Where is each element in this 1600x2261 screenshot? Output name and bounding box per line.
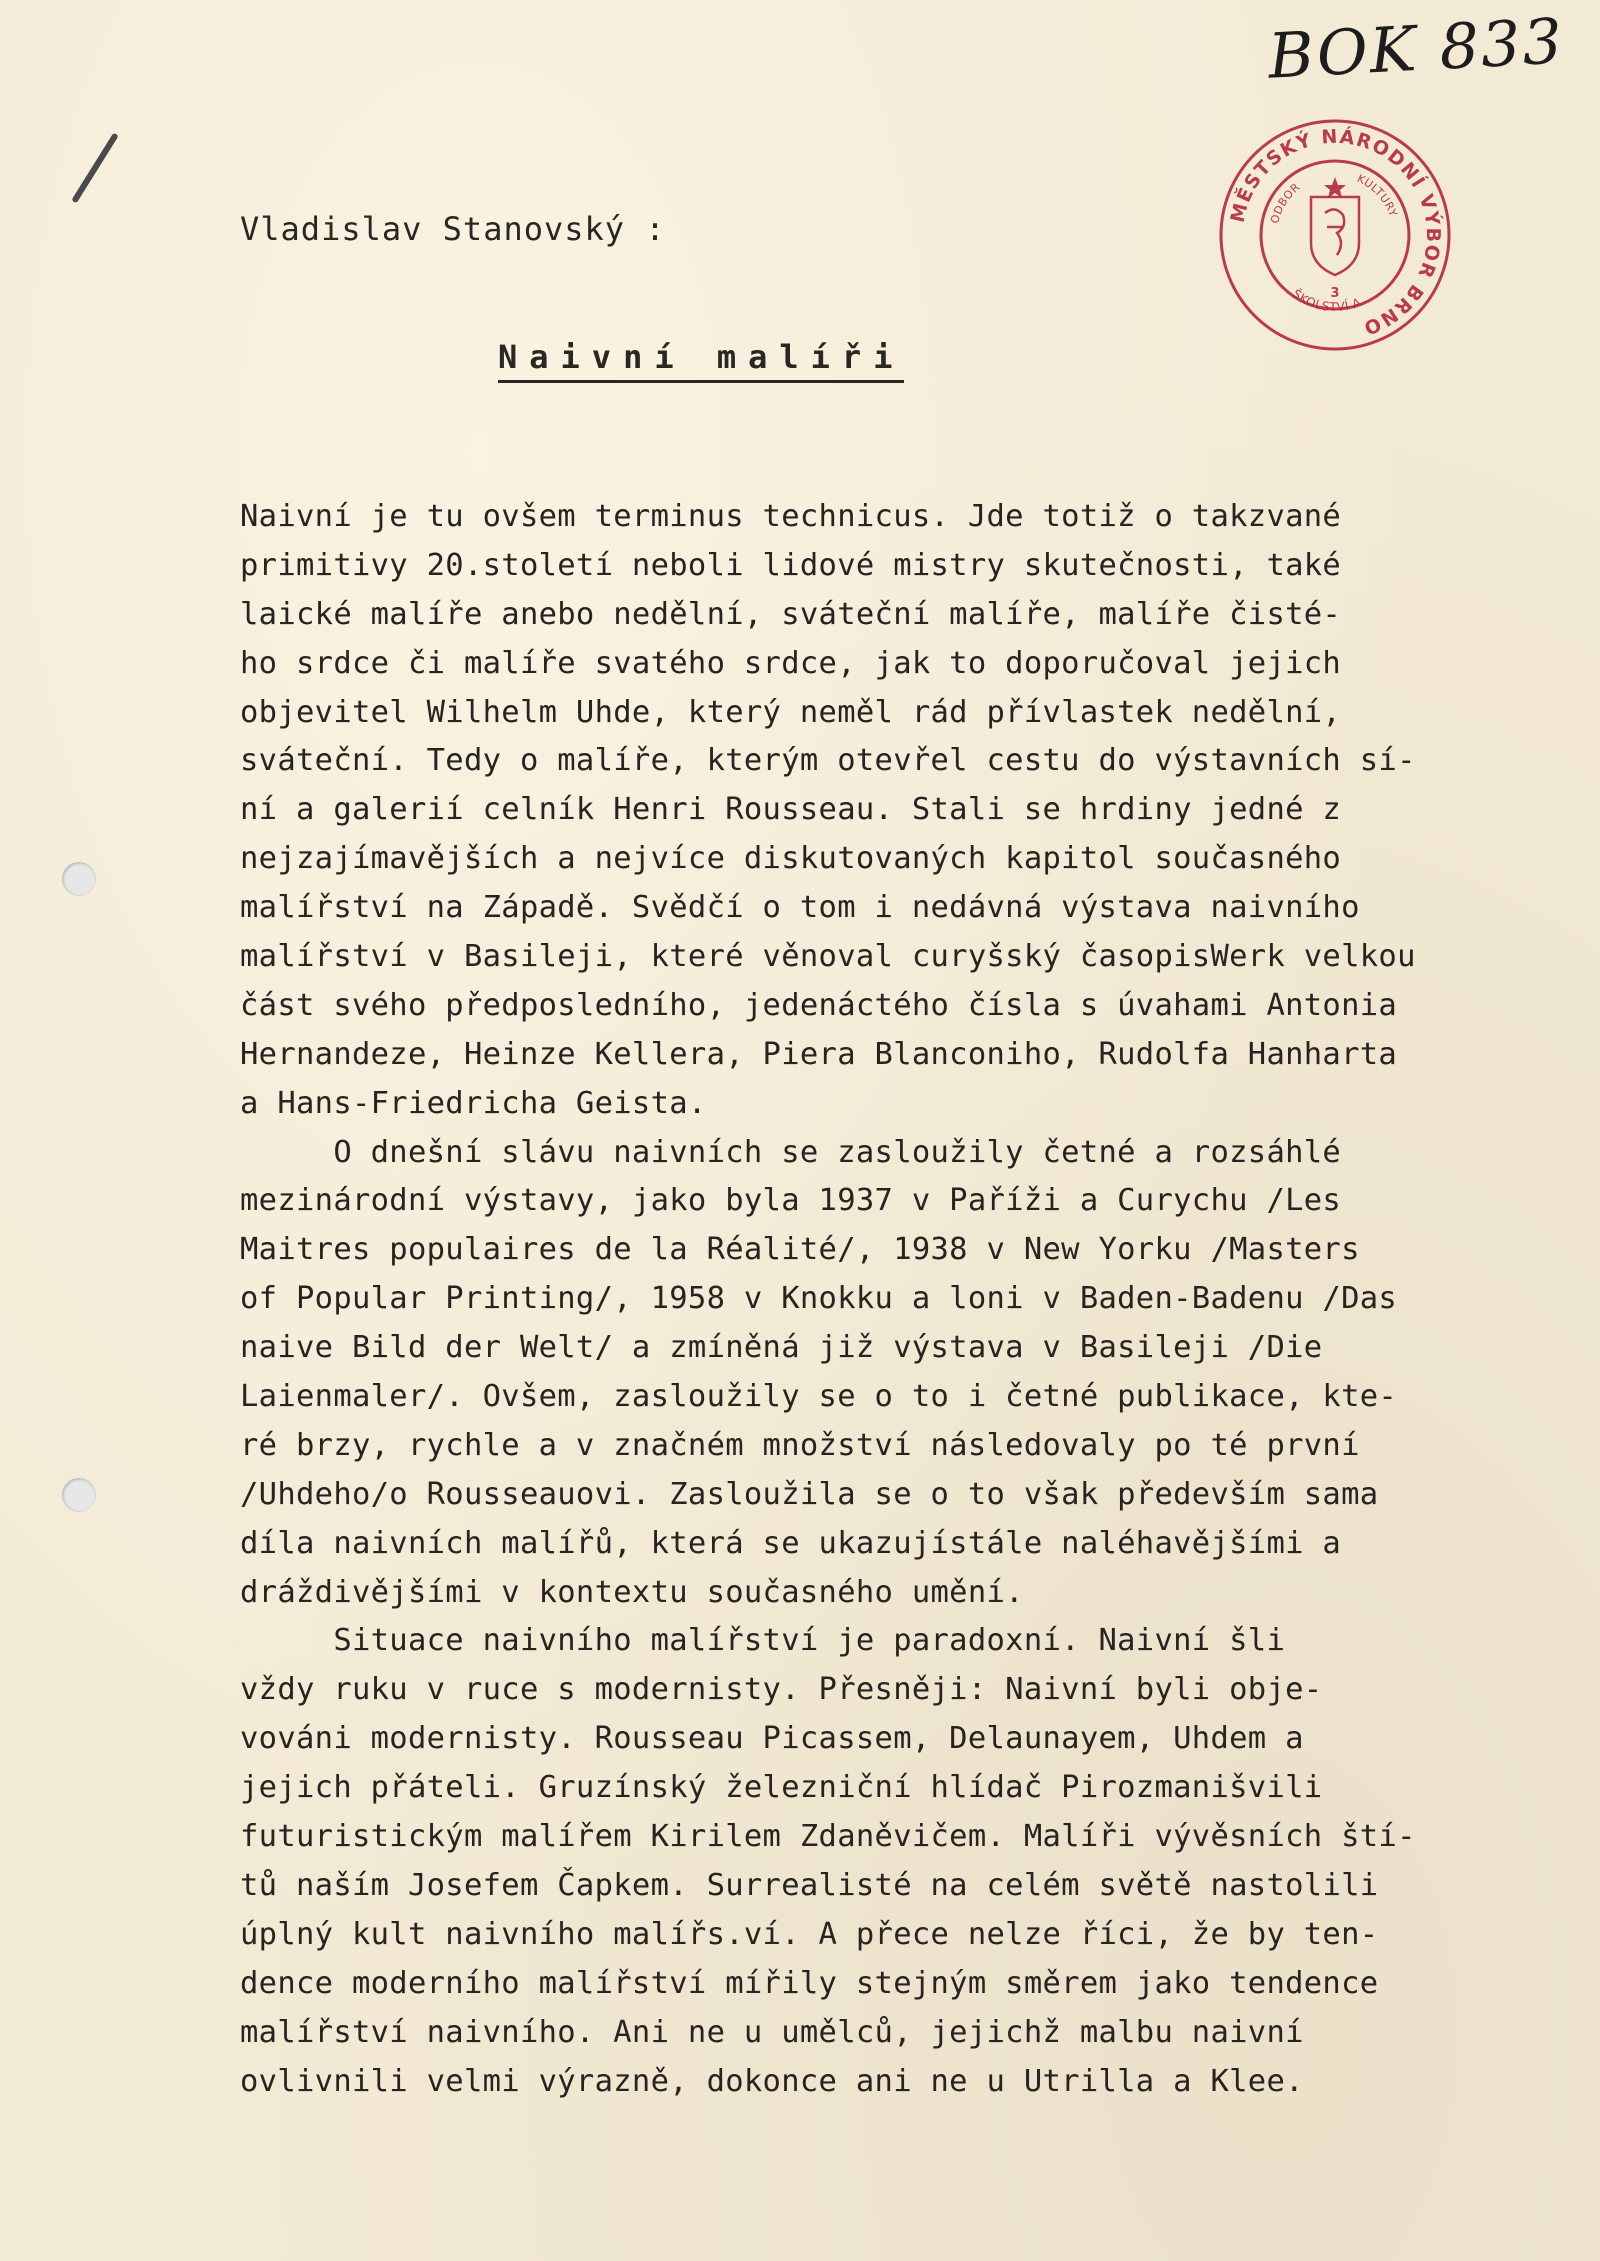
svg-text:ŠKOLSTVÍ A bbox=[1290, 286, 1364, 314]
text-line: malířství v Basileji, které věnoval curyšský časopisWerk velkou bbox=[240, 939, 1416, 975]
svg-text:ODBOR bbox=[1268, 181, 1302, 225]
author-line: Vladislav Stanovský : bbox=[240, 210, 666, 248]
text-line: ré brzy, rychle a v značném množství následovaly po té první bbox=[240, 1427, 1360, 1463]
text-line: vždy ruku v ruce s modernisty. Přesněji: Naivní byli obje- bbox=[240, 1672, 1323, 1708]
text-line: Naivní je tu ovšem terminus technicus. Jde totiž o takzvané bbox=[240, 499, 1342, 534]
text-line: díla naivních malířů, která se ukazujístále naléhavějšími a bbox=[240, 1525, 1342, 1561]
svg-text:KULTURY bbox=[1355, 172, 1400, 219]
text-line: of Popular Printing/, 1958 v Knokku a loni v Baden-Badenu /Das bbox=[240, 1281, 1398, 1317]
margin-pen-mark bbox=[71, 132, 118, 203]
text-line: primitivy 20.století neboli lidové mistry skutečnosti, také bbox=[240, 547, 1342, 583]
text-line: ovlivnili velmi výrazně, dokonce ani ne u Utrilla a Klee. bbox=[240, 2063, 1304, 2099]
text-line: O dnešní slávu naivních se zasloužily četné a rozsáhlé bbox=[240, 1134, 1342, 1170]
text-line: ho srdce či malíře svatého srdce, jak to doporučoval jejich bbox=[240, 645, 1342, 681]
body-text bbox=[240, 493, 1500, 2106]
stamp-inner-bottom-text: ŠKOLSTVÍ A bbox=[1289, 286, 1364, 315]
archive-code-handwritten: BOK 833 bbox=[1266, 4, 1566, 93]
text-line: futuristickým malířem Kirilem Zdaněvičem. Malíři vývěsních ští- bbox=[240, 1819, 1416, 1855]
text-line: dráždivějšími v kontextu současného umění. bbox=[240, 1574, 1024, 1610]
text-line: malířství na Západě. Svědčí o tom i nedávná výstava naivního bbox=[240, 890, 1360, 926]
text-line: dence moderního malířství mířily stejným směrem jako tendence bbox=[240, 1965, 1379, 2001]
text-line: jejich přáteli. Gruzínský železniční hlídač Pirozmanišvili bbox=[240, 1770, 1323, 1806]
text-line: tů naším Josefem Čapkem. Surrealisté na celém světě nastolili bbox=[240, 1867, 1379, 1903]
text-line: Maitres populaires de la Réalité/, 1938 v New Yorku /Masters bbox=[240, 1232, 1360, 1268]
text-line: úplný kult naivního malířs.ví. A přece nelze říci, že by ten- bbox=[240, 1916, 1379, 1952]
text-line: vováni modernisty. Rousseau Picassem, Delaunayem, Uhdem a bbox=[240, 1721, 1304, 1757]
text-line: ní a galerií celník Henri Rousseau. Stali se hrdiny jedné z bbox=[240, 792, 1342, 828]
stamp-inner-right-text: KULTURY bbox=[1355, 171, 1400, 219]
text-line: Laienmaler/. Ovšem, zasloužily se o to i četné publikace, kte- bbox=[240, 1379, 1398, 1415]
text-line: malířství naivního. Ani ne u umělců, jejichž malbu naivní bbox=[240, 2014, 1304, 2050]
text-line: Situace naivního malířství je paradoxní. Naivní šli bbox=[240, 1623, 1286, 1659]
document-title: Naivní malíři bbox=[498, 338, 904, 383]
text-line: část svého předposledního, jedenáctého čísla s úvahami Antonia bbox=[240, 987, 1398, 1023]
text-line: sváteční. Tedy o malíře, kterým otevřel cestu do výstavních sí- bbox=[240, 743, 1416, 779]
text-line: naive Bild der Welt/ a zmíněná již výstava v Basileji /Die bbox=[240, 1330, 1323, 1366]
municipal-stamp bbox=[1215, 115, 1455, 355]
text-line: nejzajímavějších a nejvíce diskutovaných kapitol současného bbox=[240, 841, 1342, 877]
text-line: laické malíře anebo nedělní, sváteční malíře, malíře čisté- bbox=[240, 596, 1342, 632]
stamp-star-icon bbox=[1324, 177, 1346, 198]
text-line: objevitel Wilhelm Uhde, který neměl rád přívlastek nedělní, bbox=[240, 694, 1342, 730]
punch-hole-lower bbox=[62, 1478, 96, 1512]
text-line: mezinárodní výstavy, jako byla 1937 v Paříži a Curychu /Les bbox=[240, 1183, 1342, 1219]
stamp-inner-left-text: ODBOR bbox=[1268, 180, 1303, 225]
coat-of-arms-icon bbox=[1311, 197, 1359, 275]
text-line: a Hans-Friedricha Geista. bbox=[240, 1085, 707, 1121]
text-line: Hernandeze, Heinze Kellera, Piera Blanconiho, Rudolfa Hanharta bbox=[240, 1036, 1398, 1072]
stamp-outer-text: MĚSTSKÝ NÁRODNÍ VÝBOR BRNO bbox=[1226, 125, 1445, 340]
text-line: /Uhdeho/o Rousseauovi. Zasloužila se o to však především sama bbox=[240, 1476, 1379, 1512]
punch-hole-upper bbox=[62, 862, 96, 896]
stamp-number: 3 bbox=[1330, 286, 1340, 301]
